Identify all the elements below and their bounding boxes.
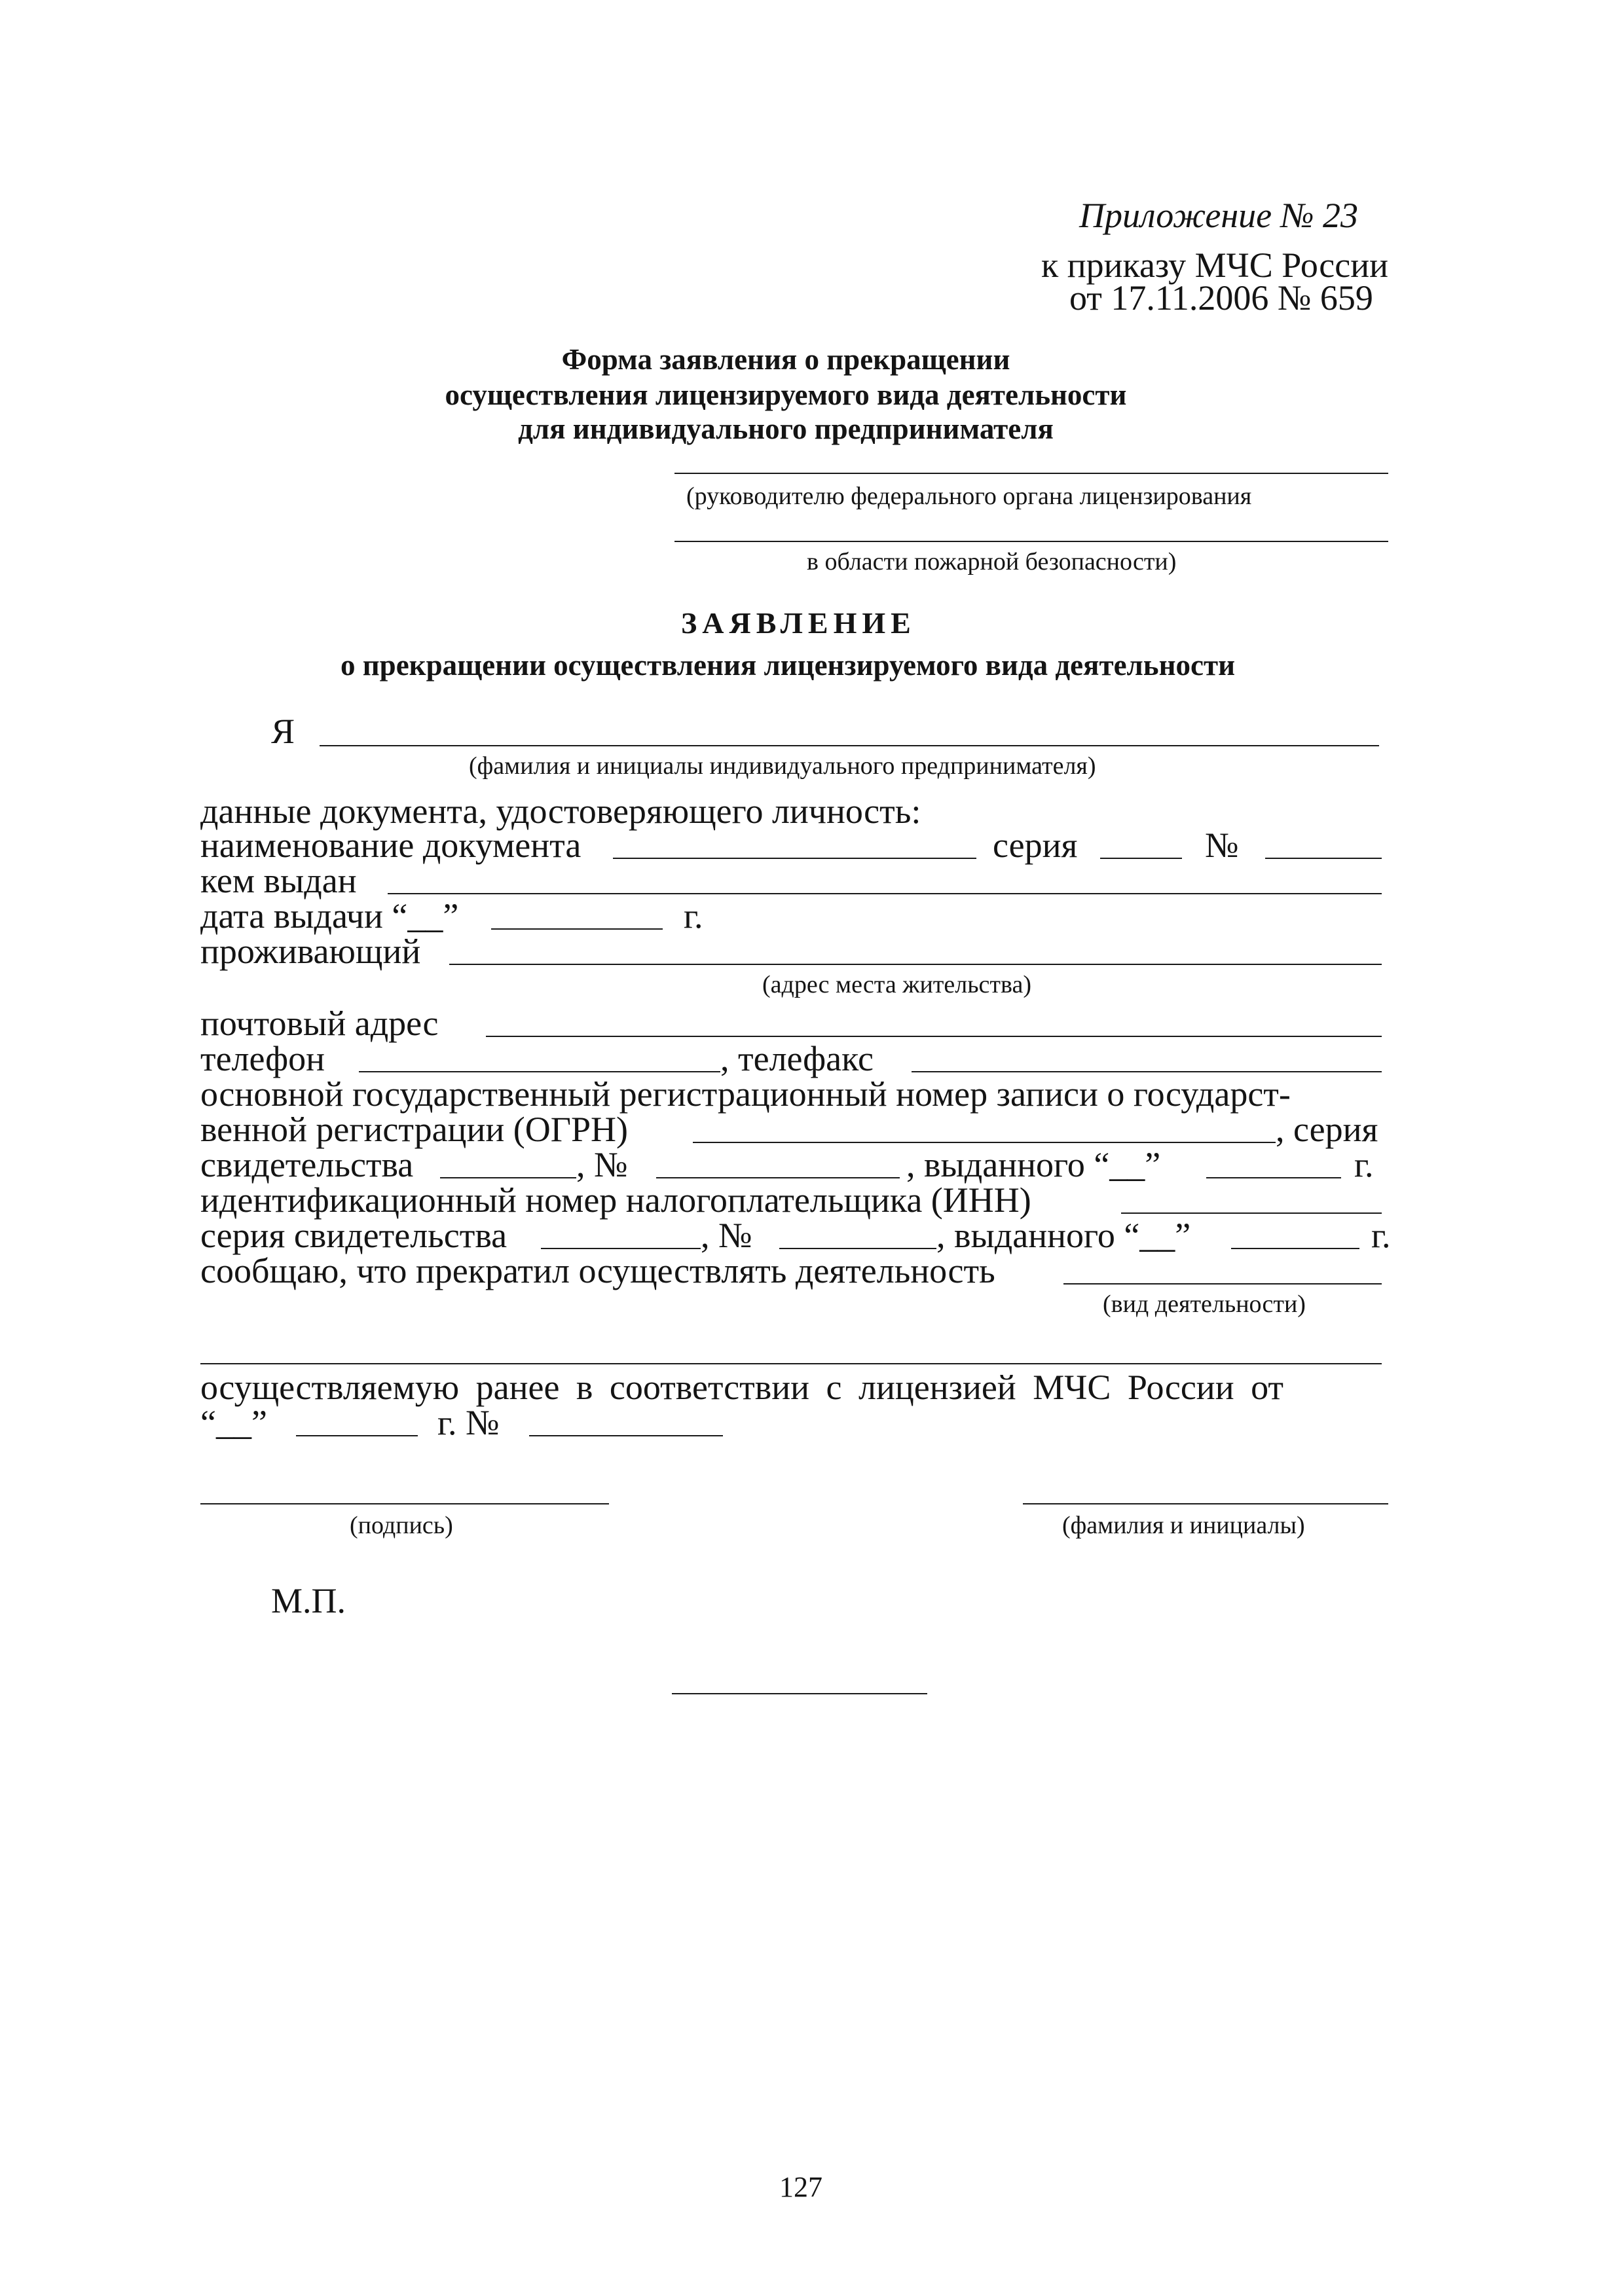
form-title-line2: осуществления лицензируемого вида деятельности	[445, 378, 1127, 411]
doc-name-label: наименование документа	[200, 826, 581, 865]
fio-field[interactable]	[320, 745, 1379, 746]
inn-number-label: , №	[701, 1216, 752, 1255]
inn-label: идентификационный номер налогоплательщика (ИНН)	[200, 1180, 1031, 1220]
certificate-year-label: г.	[1354, 1145, 1374, 1184]
license-year-number-label: г. №	[437, 1403, 500, 1442]
series-label: серия	[993, 826, 1078, 865]
addressee-caption2: в области пожарной безопасности)	[807, 548, 1177, 575]
inn-date-field[interactable]	[1231, 1248, 1359, 1249]
ogrn-line2: венной регистрации (ОГРН)	[200, 1110, 628, 1149]
statement-title: ЗАЯВЛЕНИЕ	[681, 606, 916, 640]
issue-date-field[interactable]	[491, 928, 663, 930]
fio-caption: (фамилия и инициалы индивидуального предпринимателя)	[469, 752, 1096, 780]
inn-cert-series-label: серия свидетельства	[200, 1216, 507, 1255]
license-line1: осуществляемую ранее в соответствии с лицензией МЧС России от	[200, 1368, 1283, 1407]
certificate-series-field[interactable]	[440, 1177, 576, 1178]
id-doc-heading: данные документа, удостоверяющего личность:	[200, 792, 921, 831]
inn-number-field[interactable]	[779, 1248, 936, 1249]
number-label: №	[1205, 826, 1239, 865]
appendix-label: Приложение № 23	[1079, 196, 1359, 235]
activity-field[interactable]	[1063, 1283, 1382, 1285]
ya-label: Я	[271, 712, 295, 751]
certificate-issued-label: , выданного “__”	[906, 1145, 1161, 1184]
phone-label: телефон	[200, 1039, 325, 1078]
form-title-line3: для индивидуального предпринимателя	[518, 412, 1054, 445]
certificate-number-field[interactable]	[656, 1177, 900, 1178]
doc-name-field[interactable]	[613, 858, 976, 859]
residence-field[interactable]	[449, 964, 1382, 965]
ogrn-series-label: , серия	[1276, 1110, 1378, 1149]
order-reference-line1: к приказу МЧС России	[1041, 246, 1389, 285]
footer-separator	[672, 1693, 927, 1694]
ogrn-field[interactable]	[693, 1142, 1276, 1143]
issue-date-label: дата выдачи “__”	[200, 896, 459, 936]
order-reference-line2: от 17.11.2006 № 659	[1069, 278, 1373, 318]
address-caption: (адрес места жительства)	[762, 971, 1031, 998]
inn-field[interactable]	[1121, 1212, 1382, 1214]
addressee-caption1: (руководителю федерального органа лицензирования	[686, 483, 1252, 510]
issued-by-label: кем выдан	[200, 861, 357, 900]
series-field[interactable]	[1100, 858, 1182, 859]
form-title-line1: Форма заявления о прекращении	[561, 343, 1010, 376]
addressee-line2-rule[interactable]	[674, 541, 1388, 542]
issued-by-field[interactable]	[388, 893, 1382, 894]
issue-year-label: г.	[684, 896, 703, 936]
name-initials-field[interactable]	[1023, 1503, 1388, 1504]
name-initials-caption: (фамилия и инициалы)	[1062, 1512, 1305, 1539]
inn-year-label: г.	[1371, 1216, 1391, 1255]
signature-caption: (подпись)	[350, 1512, 453, 1539]
ceased-label: сообщаю, что прекратил осуществлять деятельность	[200, 1251, 995, 1290]
number-field[interactable]	[1265, 858, 1382, 859]
activity-continuation-field[interactable]	[200, 1363, 1382, 1364]
fax-label: , телефакс	[720, 1039, 874, 1078]
license-date-label: “__”	[200, 1403, 267, 1442]
inn-cert-series-field[interactable]	[541, 1248, 701, 1249]
statement-subtitle: о прекращении осуществления лицензируемого вида деятельности	[341, 649, 1236, 682]
postal-address-field[interactable]	[486, 1036, 1382, 1037]
ogrn-line1: основной государственный регистрационный номер записи о государст-	[200, 1074, 1291, 1114]
activity-caption: (вид деятельности)	[1103, 1290, 1306, 1318]
signature-field[interactable]	[200, 1503, 609, 1504]
residing-label: проживающий	[200, 932, 421, 971]
inn-issued-label: , выданного “__”	[936, 1216, 1191, 1255]
stamp-place-label: М.П.	[271, 1581, 346, 1620]
page-number: 127	[779, 2171, 822, 2203]
fax-field[interactable]	[912, 1071, 1382, 1072]
certificate-label: свидетельства	[200, 1145, 414, 1184]
license-number-field[interactable]	[529, 1435, 723, 1436]
phone-field[interactable]	[359, 1071, 720, 1072]
certificate-number-label: , №	[576, 1145, 628, 1184]
addressee-line1-rule[interactable]	[674, 473, 1388, 474]
postal-address-label: почтовый адрес	[200, 1004, 439, 1043]
license-date-field[interactable]	[296, 1435, 418, 1436]
certificate-date-field[interactable]	[1206, 1177, 1341, 1178]
